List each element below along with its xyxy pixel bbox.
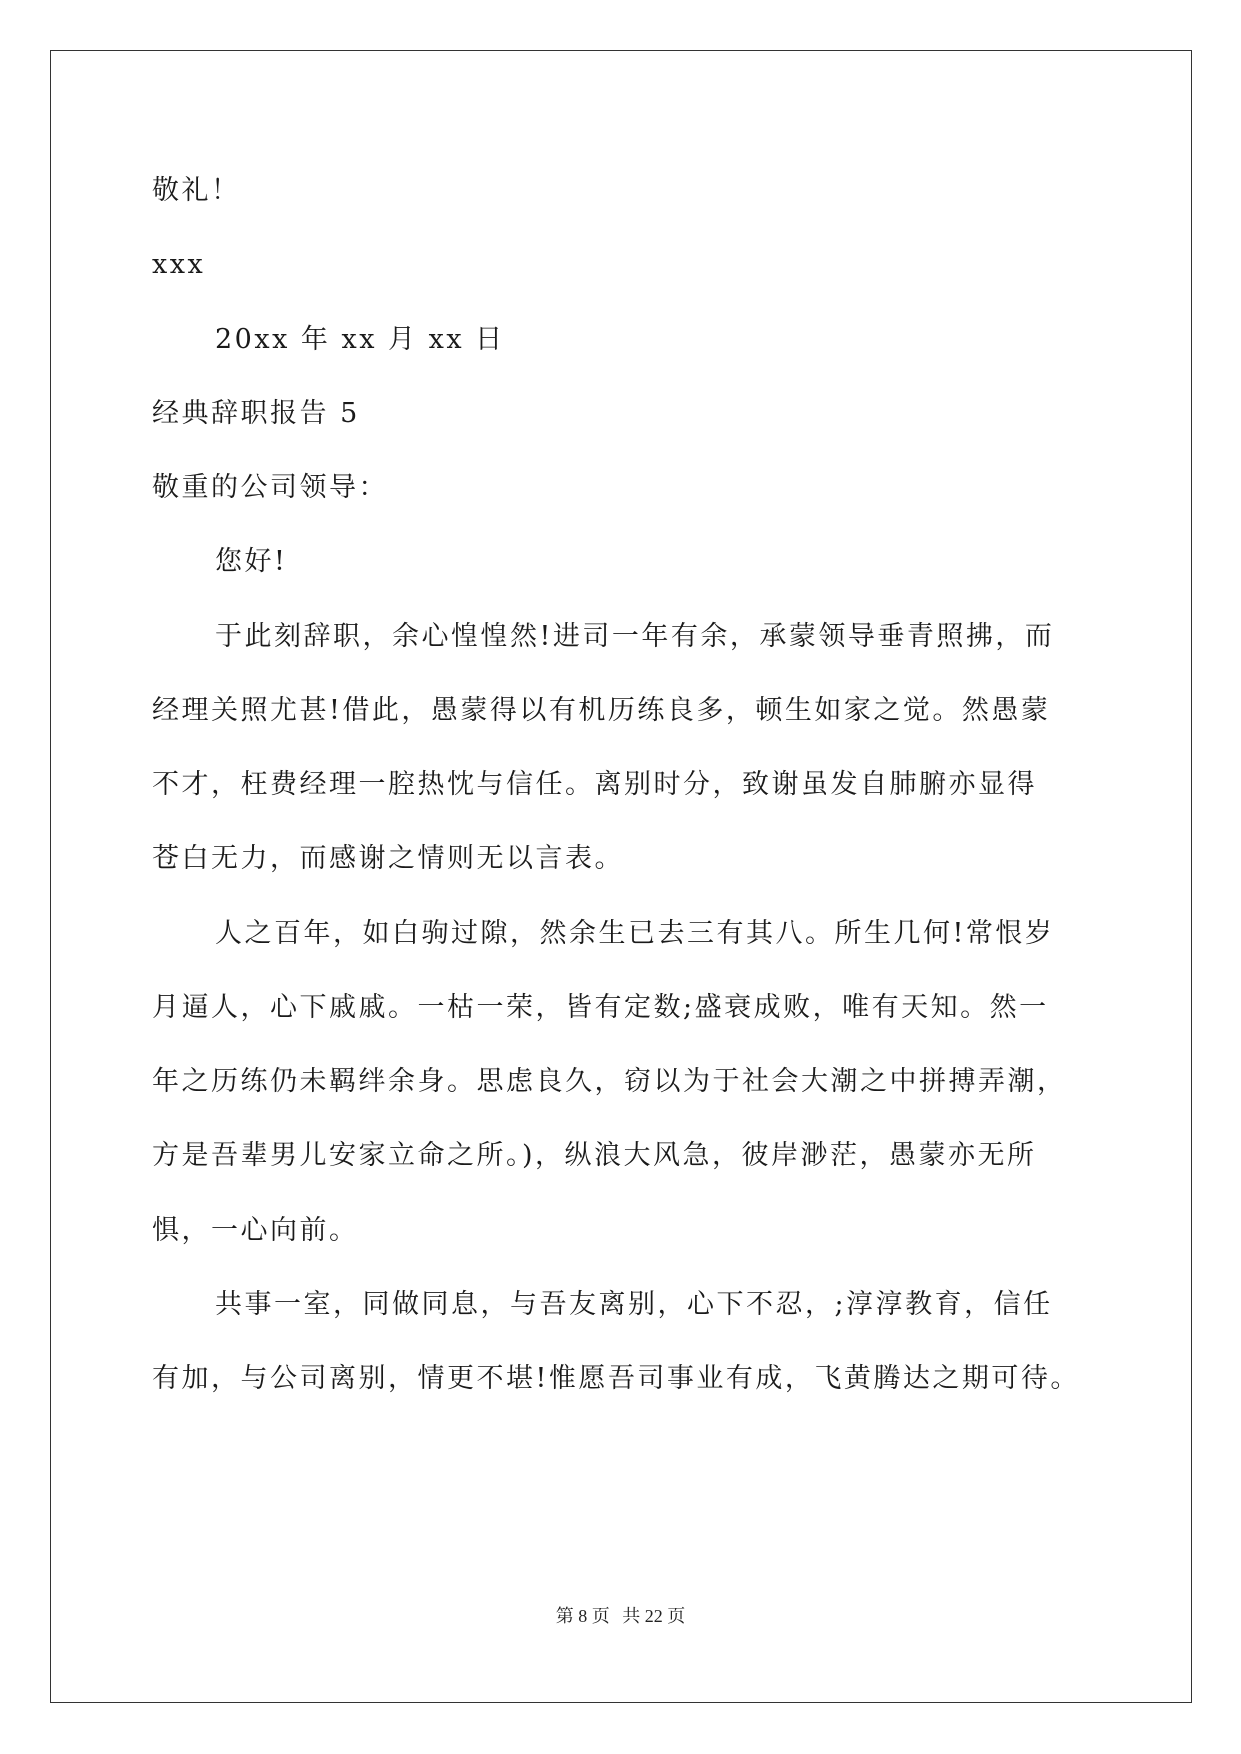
page-total: 共 22 页 [622, 1606, 686, 1626]
body-line: 月逼人，心下戚戚。一枯一荣，皆有定数;盛衰成败，唯有天知。然一 [152, 992, 1049, 1023]
body-line: 惧，一心向前。 [152, 1215, 359, 1246]
body-line: 年之历练仍未羁绊余身。思虑良久，窃以为于社会大潮之中拼搏弄潮， [152, 1066, 1067, 1097]
body-line: 共事一室，同做同息，与吾友离别，心下不忍，;淳淳教育，信任 [215, 1289, 1053, 1320]
page-footer [0, 1604, 1241, 1628]
section-title: 经典辞职报告 5 [152, 398, 360, 429]
signature-name: xxx [152, 249, 206, 280]
page-number: 第 8 页 [555, 1606, 610, 1626]
addressee-line: 敬重的公司领导： [152, 472, 388, 503]
closing-salutation: 敬礼！ [152, 175, 241, 206]
body-line: 方是吾辈男儿安家立命之所。)，纵浪大风急，彼岸渺茫，愚蒙亦无所 [152, 1140, 1037, 1171]
body-line: 于此刻辞职，余心惶惶然!进司一年有余，承蒙领导垂青照拂，而 [215, 621, 1055, 652]
body-line: 不才，枉费经理一腔热忱与信任。离别时分，致谢虽发自肺腑亦显得 [152, 769, 1037, 800]
body-line: 有加，与公司离别，情更不堪!惟愿吾司事业有成，飞黄腾达之期可待。 [152, 1363, 1080, 1394]
greeting-line: 您好! [215, 546, 288, 577]
date-line: 20xx 年 xx 月 xx 日 [215, 324, 505, 355]
body-line: 苍白无力，而感谢之情则无以言表。 [152, 843, 624, 874]
body-line: 经理关照尤甚!借此，愚蒙得以有机历练良多，顿生如家之觉。然愚蒙 [152, 695, 1051, 726]
body-line: 人之百年，如白驹过隙，然余生已去三有其八。所生几何!常恨岁 [215, 918, 1055, 949]
